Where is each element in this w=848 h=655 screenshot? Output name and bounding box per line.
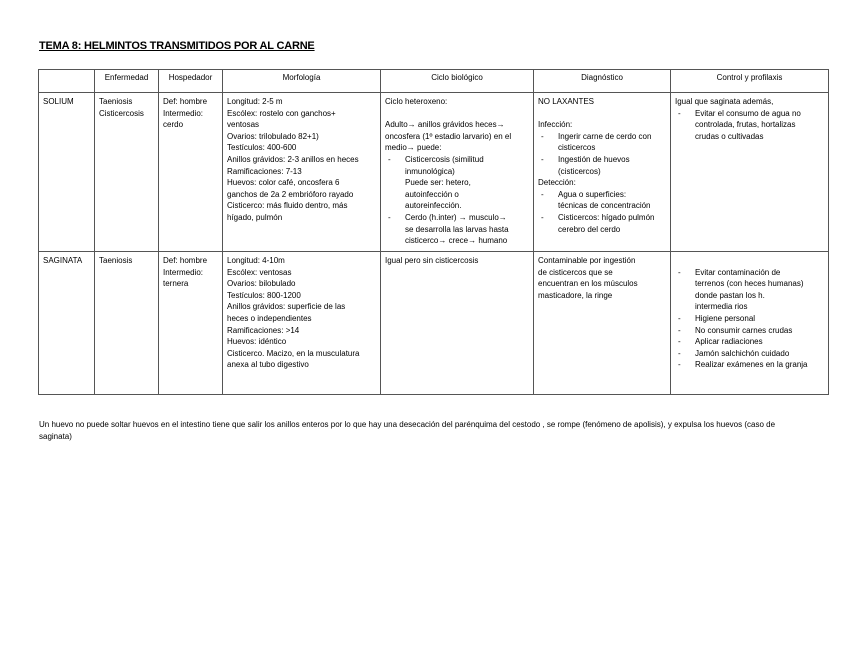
diagnostico-line: masticadore, la ringe bbox=[538, 290, 613, 300]
list-item bbox=[675, 359, 824, 371]
bullet-line: - Aplicar radiaciones bbox=[695, 337, 763, 347]
species-cell bbox=[39, 252, 95, 395]
morfologia-line: Escólex: ventosas bbox=[227, 267, 292, 277]
morfologia-line: Escólex: rostelo con ganchos+ bbox=[227, 108, 336, 118]
morfologia-line: Huevos: idéntico bbox=[227, 337, 287, 347]
morfologia-line: ventosas bbox=[227, 120, 260, 130]
ciclo-heading: Ciclo heteroxeno: bbox=[385, 97, 448, 106]
header-cell: Control y profilaxis bbox=[671, 70, 829, 93]
infeccion-bullets bbox=[538, 131, 666, 177]
morfologia-line: Ovarios: bilobulado bbox=[227, 279, 296, 289]
header-cell: Morfología bbox=[223, 70, 381, 93]
morfologia-line: heces o independientes bbox=[227, 313, 312, 323]
bullet-line: terrenos (con heces humanas) bbox=[695, 279, 804, 289]
bullet-line: autoinfección o bbox=[405, 189, 459, 199]
morfologia-line: Testículos: 800-1200 bbox=[227, 290, 301, 300]
species-name: SOLIUM bbox=[43, 97, 74, 106]
control-bullets bbox=[675, 108, 824, 143]
enfermedad-line: Taeniosis bbox=[99, 97, 133, 106]
header-cell: Enfermedad bbox=[95, 70, 159, 93]
table-header-row bbox=[39, 70, 829, 93]
morfologia-line: Huevos: color café, oncosfera 6 bbox=[227, 178, 340, 188]
diagnostico-line: de cisticercos que se bbox=[538, 267, 613, 277]
diagnostico-subheading: Detección: bbox=[538, 178, 576, 188]
bullet-line: cisticercos bbox=[558, 143, 596, 153]
bullet-line: - Ingerir carne de cerdo con bbox=[558, 131, 652, 141]
species-cell bbox=[39, 93, 95, 252]
list-item bbox=[538, 189, 666, 212]
diagnostico-subheading: Infección: bbox=[538, 120, 573, 130]
list-item bbox=[675, 336, 824, 348]
hospedador-cell bbox=[159, 93, 223, 252]
ciclo-line: medio→ puede: bbox=[385, 143, 442, 153]
list-item bbox=[675, 108, 824, 143]
enfermedad-cell bbox=[95, 93, 159, 252]
diagnostico-cell bbox=[534, 252, 671, 395]
bullet-line: controlada, frutas, hortalizas bbox=[695, 120, 796, 130]
bullet-line: - Evitar contaminación de bbox=[695, 267, 781, 277]
bullet-line: (cisticercos) bbox=[558, 166, 601, 176]
morfologia-line: ganchos de 2a 2 embrióforo rayado bbox=[227, 189, 354, 199]
bullet-line: se desarrolla las larvas hasta bbox=[405, 224, 509, 234]
list-item bbox=[385, 212, 529, 247]
control-cell bbox=[671, 93, 829, 252]
header-cell bbox=[39, 70, 95, 93]
morfologia-cell bbox=[223, 93, 381, 252]
hospedador-line: ternera bbox=[163, 279, 189, 289]
page-title: TEMA 8: HELMINTOS TRANSMITIDOS POR AL CARNE bbox=[39, 40, 315, 52]
ciclo-cell bbox=[381, 93, 534, 252]
deteccion-bullets bbox=[538, 189, 666, 235]
morfologia-line: Ramificaciones: >14 bbox=[227, 325, 300, 335]
bullet-line: cerebro del cerdo bbox=[558, 224, 621, 234]
species-name: SAGINATA bbox=[43, 256, 83, 265]
list-item bbox=[675, 325, 824, 337]
bullet-line: - Cisticercos: hígado pulmón bbox=[558, 212, 655, 222]
bullet-line: - Agua o superficies: bbox=[558, 189, 627, 199]
morfologia-line: Anillos grávidos: superficie de las bbox=[227, 302, 346, 312]
diagnostico-heading: NO LAXANTES bbox=[538, 97, 595, 106]
control-cell bbox=[671, 252, 829, 395]
bullet-line: cisticerco→ crece→ humano bbox=[405, 236, 508, 246]
bullet-line: Puede ser: hetero, bbox=[405, 178, 471, 188]
morfologia-line: Testículos: 400-600 bbox=[227, 143, 297, 153]
enfermedad-line: Taeniosis bbox=[99, 256, 133, 265]
hospedador-line: Def: hombre bbox=[163, 256, 208, 265]
bullet-line: - Realizar exámenes en la granja bbox=[695, 360, 808, 370]
bullet-line: inmunológica) bbox=[405, 166, 455, 176]
ciclo-line: Igual pero sin cisticercosis bbox=[385, 256, 479, 265]
bullet-line: crudas o cultivadas bbox=[695, 131, 764, 141]
bullet-line: - Higiene personal bbox=[695, 313, 756, 323]
bullet-line: - Cerdo (h.inter) → musculo→ bbox=[405, 212, 507, 222]
header-cell: Ciclo biológico bbox=[381, 70, 534, 93]
morfologia-line: Cisticerco: más fluido dentro, más bbox=[227, 201, 348, 211]
ciclo-line: oncosfera (1º estadio larvario) en el bbox=[385, 131, 512, 141]
control-heading: Igual que saginata además, bbox=[675, 97, 774, 106]
list-item bbox=[538, 212, 666, 235]
hospedador-cell bbox=[159, 252, 223, 395]
morfologia-line: Cisticerco. Macizo, en la musculatura bbox=[227, 348, 360, 358]
bullet-line: - Cisticercosis (similitud bbox=[405, 154, 484, 164]
table-row-saginata bbox=[39, 252, 829, 395]
list-item bbox=[675, 348, 824, 360]
list-item bbox=[538, 131, 666, 154]
morfologia-line: Longitud: 2-5 m bbox=[227, 97, 283, 106]
hospedador-line: Intermedio: bbox=[163, 108, 204, 118]
diagnostico-line: encuentran en los músculos bbox=[538, 279, 638, 289]
ciclo-line: Adulto→ anillos grávidos heces→ bbox=[385, 120, 505, 130]
hospedador-line: Intermedio: bbox=[163, 267, 204, 277]
bullet-line: autoreinfección. bbox=[405, 201, 462, 211]
list-item bbox=[538, 154, 666, 177]
morfologia-line: Ramificaciones: 7-13 bbox=[227, 166, 302, 176]
enfermedad-cell bbox=[95, 252, 159, 395]
bullet-line: donde pastan los h. bbox=[695, 290, 765, 300]
diagnostico-cell bbox=[534, 93, 671, 252]
bullet-line: técnicas de concentración bbox=[558, 201, 651, 211]
bullet-line: - No consumir carnes crudas bbox=[695, 325, 793, 335]
bullet-line: - Evitar el consumo de agua no bbox=[695, 108, 801, 118]
list-item bbox=[675, 313, 824, 325]
control-bullets bbox=[675, 267, 824, 371]
diagnostico-line: Contaminable por ingestión bbox=[538, 256, 636, 265]
list-item bbox=[385, 154, 529, 212]
bullet-line: - Jamón salchichón cuidado bbox=[695, 348, 790, 358]
ciclo-bullets bbox=[385, 154, 529, 247]
morfologia-line: hígado, pulmón bbox=[227, 212, 283, 222]
bullet-line: intermedia rios bbox=[695, 302, 748, 312]
table-row-solium bbox=[39, 93, 829, 252]
morfologia-cell bbox=[223, 252, 381, 395]
bullet-line: - Ingestión de huevos bbox=[558, 154, 630, 164]
header-cell: Diagnóstico bbox=[534, 70, 671, 93]
ciclo-cell bbox=[381, 252, 534, 395]
morfologia-line: anexa al tubo digestivo bbox=[227, 360, 309, 370]
morfologia-line: Longitud: 4-10m bbox=[227, 256, 285, 265]
morfologia-line: Anillos grávidos: 2-3 anillos en heces bbox=[227, 154, 359, 164]
hospedador-line: Def: hombre bbox=[163, 97, 208, 106]
helminth-table bbox=[38, 69, 829, 395]
footnote-paragraph: Un huevo no puede soltar huevos en el intestino tiene que salir los anillos enteros por lo que hay una desecación del parénquima del cestodo , se rompe (fenómeno de apolisis), y expulsa los huevos (caso de saginata) bbox=[39, 420, 776, 441]
hospedador-line: cerdo bbox=[163, 120, 184, 130]
list-item bbox=[675, 267, 824, 313]
enfermedad-line: Cisticercosis bbox=[99, 108, 144, 118]
header-cell: Hospedador bbox=[159, 70, 223, 93]
morfologia-line: Ovarios: trilobulado 82+1) bbox=[227, 131, 319, 141]
